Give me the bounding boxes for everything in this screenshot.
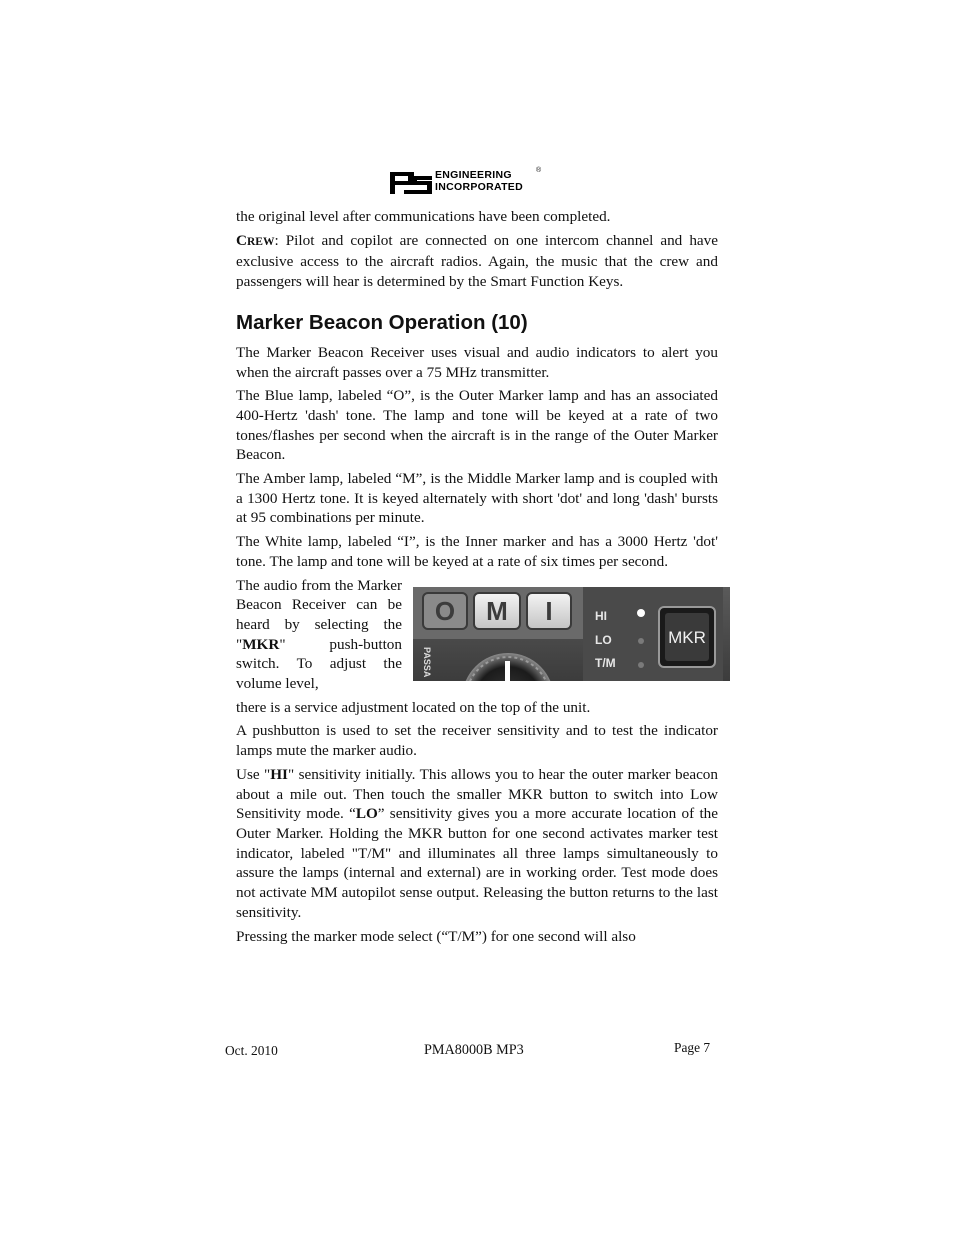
lamp-o xyxy=(423,593,467,629)
passa-text: PASSA xyxy=(422,646,432,677)
sens-bold-hi: HI xyxy=(270,765,288,783)
sens-text-c: " sensitivity initially. This allows you to hear the outer marker beacon about a mile out. Then touch the smaller MKR button to switch into Low Sensitivity mode. “ xyxy=(236,765,718,823)
paragraph-amber-lamp: The Amber lamp, labeled “M”, is the Middle Marker lamp and is coupled with a 1300 Hertz tone. It is keyed alternately with short 'dot' and long 'dash' bursts at 95 combinations per minute. xyxy=(236,470,718,527)
paragraph-service-adjustment: there is a service adjustment located on the top of the unit. xyxy=(236,698,591,716)
marker-panel-photo xyxy=(413,587,730,681)
crew-smallcaps: REW xyxy=(246,235,275,248)
ps-logo-icon xyxy=(390,172,432,194)
paragraph-crew xyxy=(236,231,718,292)
label-tm: T/M xyxy=(595,655,616,670)
indicator-tm xyxy=(638,662,644,668)
svg-text:M: M xyxy=(486,595,508,626)
mkr-text-a: The audio from the Marker Beacon Receiver can be heard by selecting the " xyxy=(236,576,402,653)
label-lo: LO xyxy=(595,632,612,647)
crew-initial: C xyxy=(236,231,247,249)
sens-text-a: Use " xyxy=(236,765,271,783)
paragraph-mode-select: Pressing the marker mode select (“T/M”) for one second will also xyxy=(236,927,636,945)
paragraph-blue-lamp: The Blue lamp, labeled “O”, is the Outer Marker lamp and has an associated 400-Hertz 'dash' tone. The lamp and tone will be keyed at a rate of two tones/flashes per second when the aircraft is in the range of the Outer Marker Beacon. xyxy=(236,387,718,464)
mkr-bold: MKR xyxy=(242,635,280,653)
logo-line-engineering: ENGINEERING xyxy=(435,169,512,181)
page-content xyxy=(236,207,718,950)
section-heading: Marker Beacon Operation (10) xyxy=(236,310,528,334)
mkr-text-c: " push-button switch. To adjust the volume level, xyxy=(236,635,402,693)
sens-text-e: ” sensitivity gives you a more accurate location of the Outer Marker. Holding the MKR button for one second activates marker test indicator, labeled "T/M" and illuminates all three lamps simultaneously to assure the lamps (internal and external) are in working order. Test mode does not activate MM autopilot sense output. Releasing the button returns to the last sensitivity. xyxy=(236,805,718,921)
footer-date: Oct. 2010 xyxy=(225,1043,278,1058)
indicator-lo xyxy=(638,638,644,644)
paragraph-sensitivity xyxy=(236,765,718,923)
label-hi: HI xyxy=(595,608,607,623)
lamp-i xyxy=(527,593,571,629)
svg-text:MKR: MKR xyxy=(668,627,706,647)
logo-text xyxy=(435,169,523,193)
figure-block xyxy=(236,576,718,694)
logo-line-incorporated: INCORPORATED xyxy=(435,181,523,193)
paragraph-pushbutton: A pushbutton is used to set the receiver sensitivity and to test the indicator lamps mute the marker audio. xyxy=(236,722,718,760)
paragraph-mkr-audio xyxy=(236,576,402,694)
paragraph-white-lamp: The White lamp, labeled “I”, is the Inner marker and has a 3000 Hertz 'dot' tone. The lamp and tone will be keyed at a rate of six times per second. xyxy=(236,533,718,570)
company-logo xyxy=(390,168,550,198)
paragraph-intro: The Marker Beacon Receiver uses visual and audio indicators to alert you when the aircraft passes over a 75 MHz transmitter. xyxy=(236,343,718,381)
svg-text:O: O xyxy=(434,595,456,626)
footer-model: PMA8000B MP3 xyxy=(424,1042,524,1058)
mkr-button xyxy=(659,607,715,667)
svg-text:I: I xyxy=(545,595,553,626)
indicator-hi xyxy=(637,609,645,617)
footer-page-number: Page 7 xyxy=(674,1040,711,1055)
registered-mark: ® xyxy=(536,167,542,174)
lamp-m xyxy=(474,593,520,629)
sens-bold-lo: LO xyxy=(355,805,378,823)
crew-text: : Pilot and copilot are connected on one intercom channel and have exclusive access to the aircraft radios. Again, the music that the crew and passengers will hear is determined by the Smart Function Keys. xyxy=(236,231,718,291)
paragraph-continued: the original level after communications have been completed. xyxy=(236,208,611,225)
